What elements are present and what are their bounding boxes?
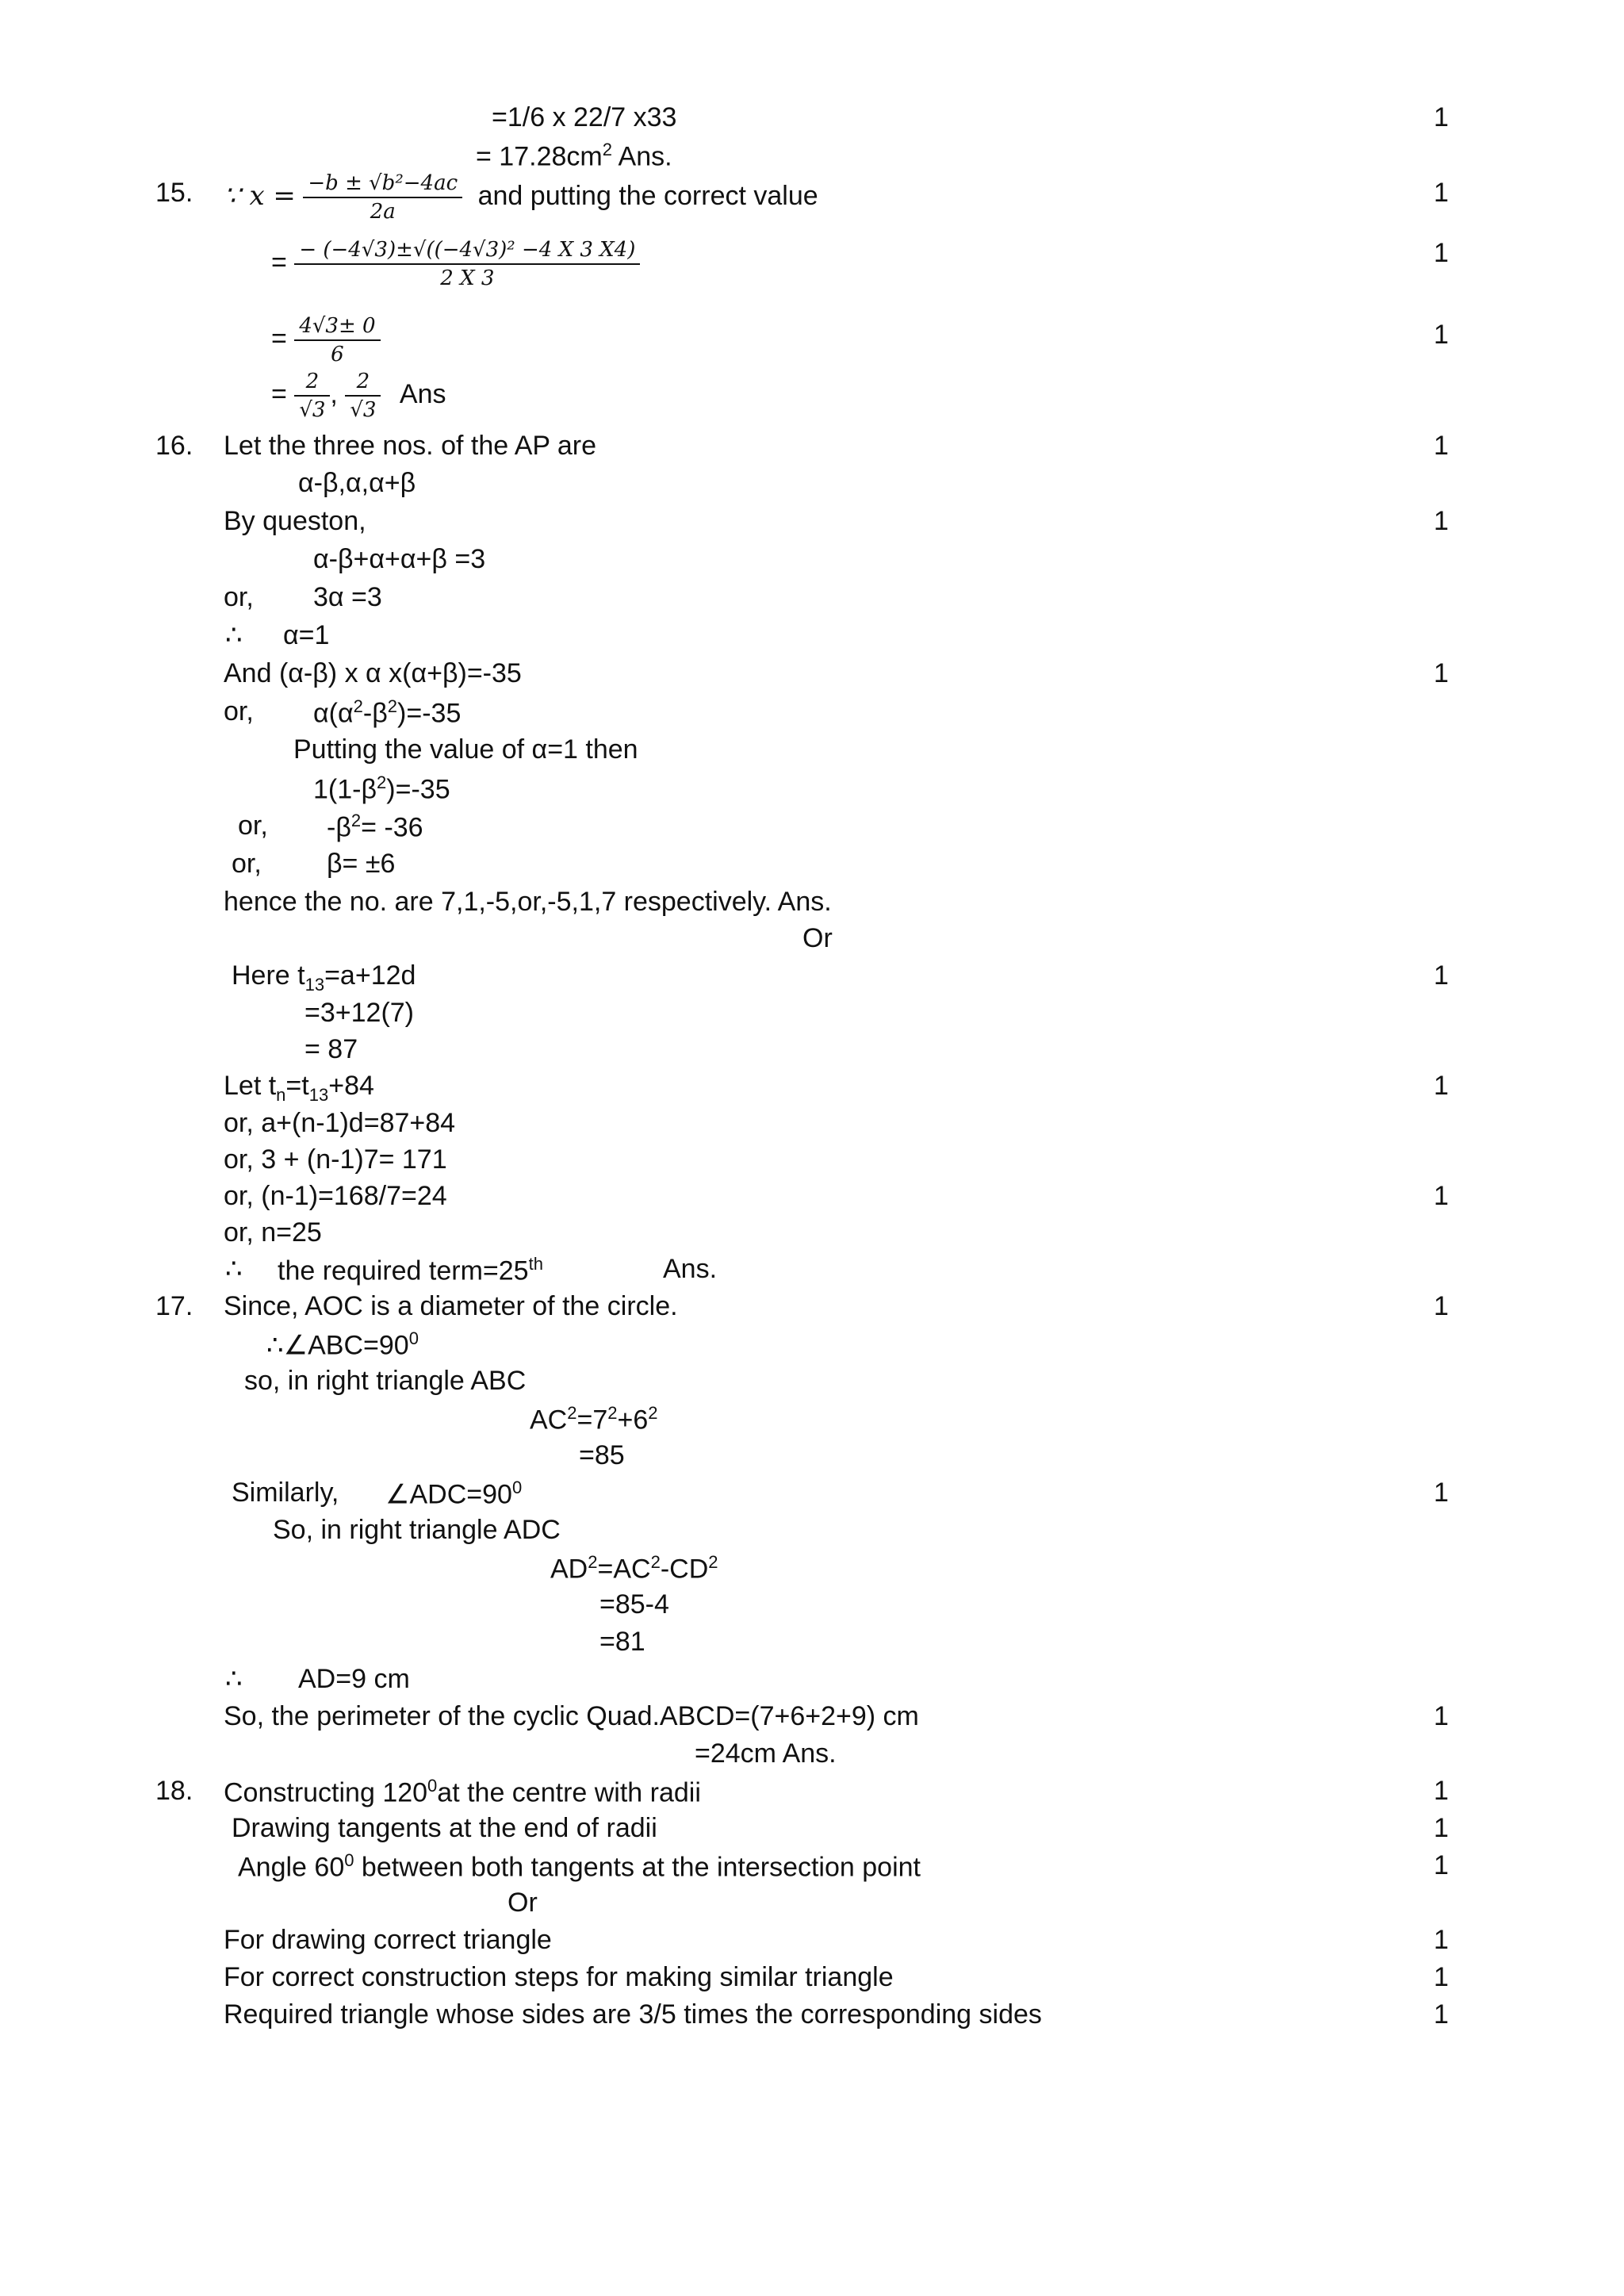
mark: 1 <box>1434 1776 1449 1806</box>
substituted-fraction: $\frac{\text{− (−4√3)±√((−4√3)² −4 X 3 X4)}}{2 X 3}$ <box>294 240 640 289</box>
q16-line-8a: or, <box>224 696 254 726</box>
or-separator: Or <box>802 923 833 953</box>
q17-line-4: $AC^2=7^2+6^2$ <box>530 1403 658 1435</box>
q17-line-6a: Similarly, <box>232 1478 339 1508</box>
q15-line-3: = $\frac{4√3\pm 0}{6}$ <box>271 316 381 365</box>
q16-line-11a: or, <box>238 811 268 841</box>
q16-line-1: Let the three nos. of the AP are <box>224 431 597 461</box>
q16-line-3: By queston, <box>224 506 366 536</box>
question-number-15: 15. <box>155 178 193 208</box>
therefore-symbol: ∴ <box>225 1254 243 1284</box>
q16-line-7: And (α-β) x α x(α+β)=-35 <box>224 658 522 688</box>
q18-line-2: Drawing tangents at the end of radii <box>232 1813 657 1843</box>
mark: 1 <box>1434 178 1449 208</box>
q15-line-2: = $\frac{\text{− (−4√3)±√((−4√3)² −4 X 3 X4)}}{2 X 3}$ <box>271 240 640 289</box>
mark: 1 <box>1434 431 1449 461</box>
mark: 1 <box>1434 1701 1449 1731</box>
mark: 1 <box>1434 1850 1449 1880</box>
mark: 1 <box>1434 1071 1449 1101</box>
q17-line-6b: $\angle ADC=90^0$ <box>385 1478 523 1510</box>
mark: 1 <box>1434 1813 1449 1843</box>
q16-line-5a: or, <box>224 582 254 612</box>
q16-line-12a: or, <box>232 849 262 879</box>
q16-line-19: or, 3 + (n-1)7= 171 <box>224 1144 447 1175</box>
q18-line-4: For drawing correct triangle <box>224 1925 552 1955</box>
therefore-symbol: ∴ <box>225 620 243 650</box>
q17-line-1: Since, AOC is a diameter of the circle. <box>224 1291 678 1321</box>
mark: 1 <box>1434 238 1449 268</box>
q16-line-16: = 87 <box>304 1034 358 1064</box>
mark: 1 <box>1434 1181 1449 1211</box>
mark: 1 <box>1434 102 1449 132</box>
q17-line-10: =81 <box>599 1627 645 1657</box>
question-number-16: 16. <box>155 431 193 461</box>
q16-line-10: $1(1-\beta^2)=-35$ <box>313 772 450 805</box>
q17-line-11: AD=9 cm <box>298 1664 410 1694</box>
q16-line-15: =3+12(7) <box>304 998 414 1028</box>
q16-line-11b: $-\beta^2= -36$ <box>327 811 423 843</box>
q16-line-5b: 3α =3 <box>313 582 382 612</box>
q15-line-1: ∵ x = $\frac{\text{−b ± √b²−4ac}}{2a}$ and putting the correct value <box>224 171 818 224</box>
q17-line-12: So, the perimeter of the cyclic Quad.ABCD=(7+6+2+9) cm <box>224 1701 919 1731</box>
q16-line-8b: $\alpha(\alpha^2-\beta^2)=-35$ <box>313 696 462 729</box>
mark: 1 <box>1434 960 1449 991</box>
q16-line-14: Here $t_{13}=a+12d$ <box>232 960 416 995</box>
mark: 1 <box>1434 506 1449 536</box>
q14-line-2: = $17.28cm^2$ Ans. <box>476 140 672 172</box>
q16-line-18: or, a+(n-1)d=87+84 <box>224 1108 456 1138</box>
q16-line-4: α-β+α+α+β =3 <box>313 544 486 574</box>
mark: 1 <box>1434 1999 1449 2030</box>
q15-line-4: = $\frac{2}{√3}$ , $\frac{2}{√3}$ Ans <box>271 370 446 422</box>
q14-line-1: =1/6 x 22/7 x33 <box>492 102 677 132</box>
q18-line-6: Required triangle whose sides are 3/5 times the corresponding sides <box>224 1999 1042 2030</box>
mark: 1 <box>1434 658 1449 688</box>
q17-line-9: =85-4 <box>599 1589 669 1619</box>
quadratic-formula: $\frac{\text{−b ± √b²−4ac}}{2a}$ <box>303 173 462 222</box>
q16-line-12b: β= ±6 <box>327 849 396 879</box>
q16-line-20: or, (n-1)=168/7=24 <box>224 1181 447 1211</box>
q16-line-17: Let $t_n=t_{13}+84$ <box>224 1071 374 1105</box>
q16-line-21: or, n=25 <box>224 1217 322 1248</box>
q16-line-13: hence the no. are 7,1,-5,or,-5,1,7 respectively. Ans. <box>224 887 832 917</box>
question-number-17: 17. <box>155 1291 193 1321</box>
or-separator: Or <box>508 1888 538 1918</box>
q16-line-6: α=1 <box>283 620 330 650</box>
q18-line-1: Constructing $120^0at$ the centre with radii <box>224 1776 701 1808</box>
q17-line-2: $\therefore\angle ABC=90^0$ <box>266 1328 419 1361</box>
q16-answer: Ans. <box>663 1254 718 1284</box>
question-number-18: 18. <box>155 1776 193 1806</box>
mark: 1 <box>1434 1962 1449 1992</box>
q18-line-3: Angle $60^0$ between both tangents at the intersection point <box>238 1850 921 1883</box>
q16-line-9: Putting the value of α=1 then <box>293 734 638 765</box>
mark: 1 <box>1434 1478 1449 1508</box>
mark: 1 <box>1434 320 1449 350</box>
q16-line-22: the required term=25th <box>278 1254 543 1286</box>
q17-line-13: =24cm Ans. <box>695 1738 837 1769</box>
mark: 1 <box>1434 1925 1449 1955</box>
mark: 1 <box>1434 1291 1449 1321</box>
q17-line-8: $AD^2=AC^2-CD^2$ <box>550 1552 718 1585</box>
q17-line-5: =85 <box>579 1440 625 1470</box>
q18-line-5: For correct construction steps for making similar triangle <box>224 1962 894 1992</box>
therefore-symbol: ∴ <box>225 1664 243 1694</box>
q17-line-3: so, in right triangle ABC <box>244 1366 527 1396</box>
q17-line-7: So, in right triangle ADC <box>273 1515 561 1545</box>
q16-line-2: α-β,α,α+β <box>298 468 416 498</box>
